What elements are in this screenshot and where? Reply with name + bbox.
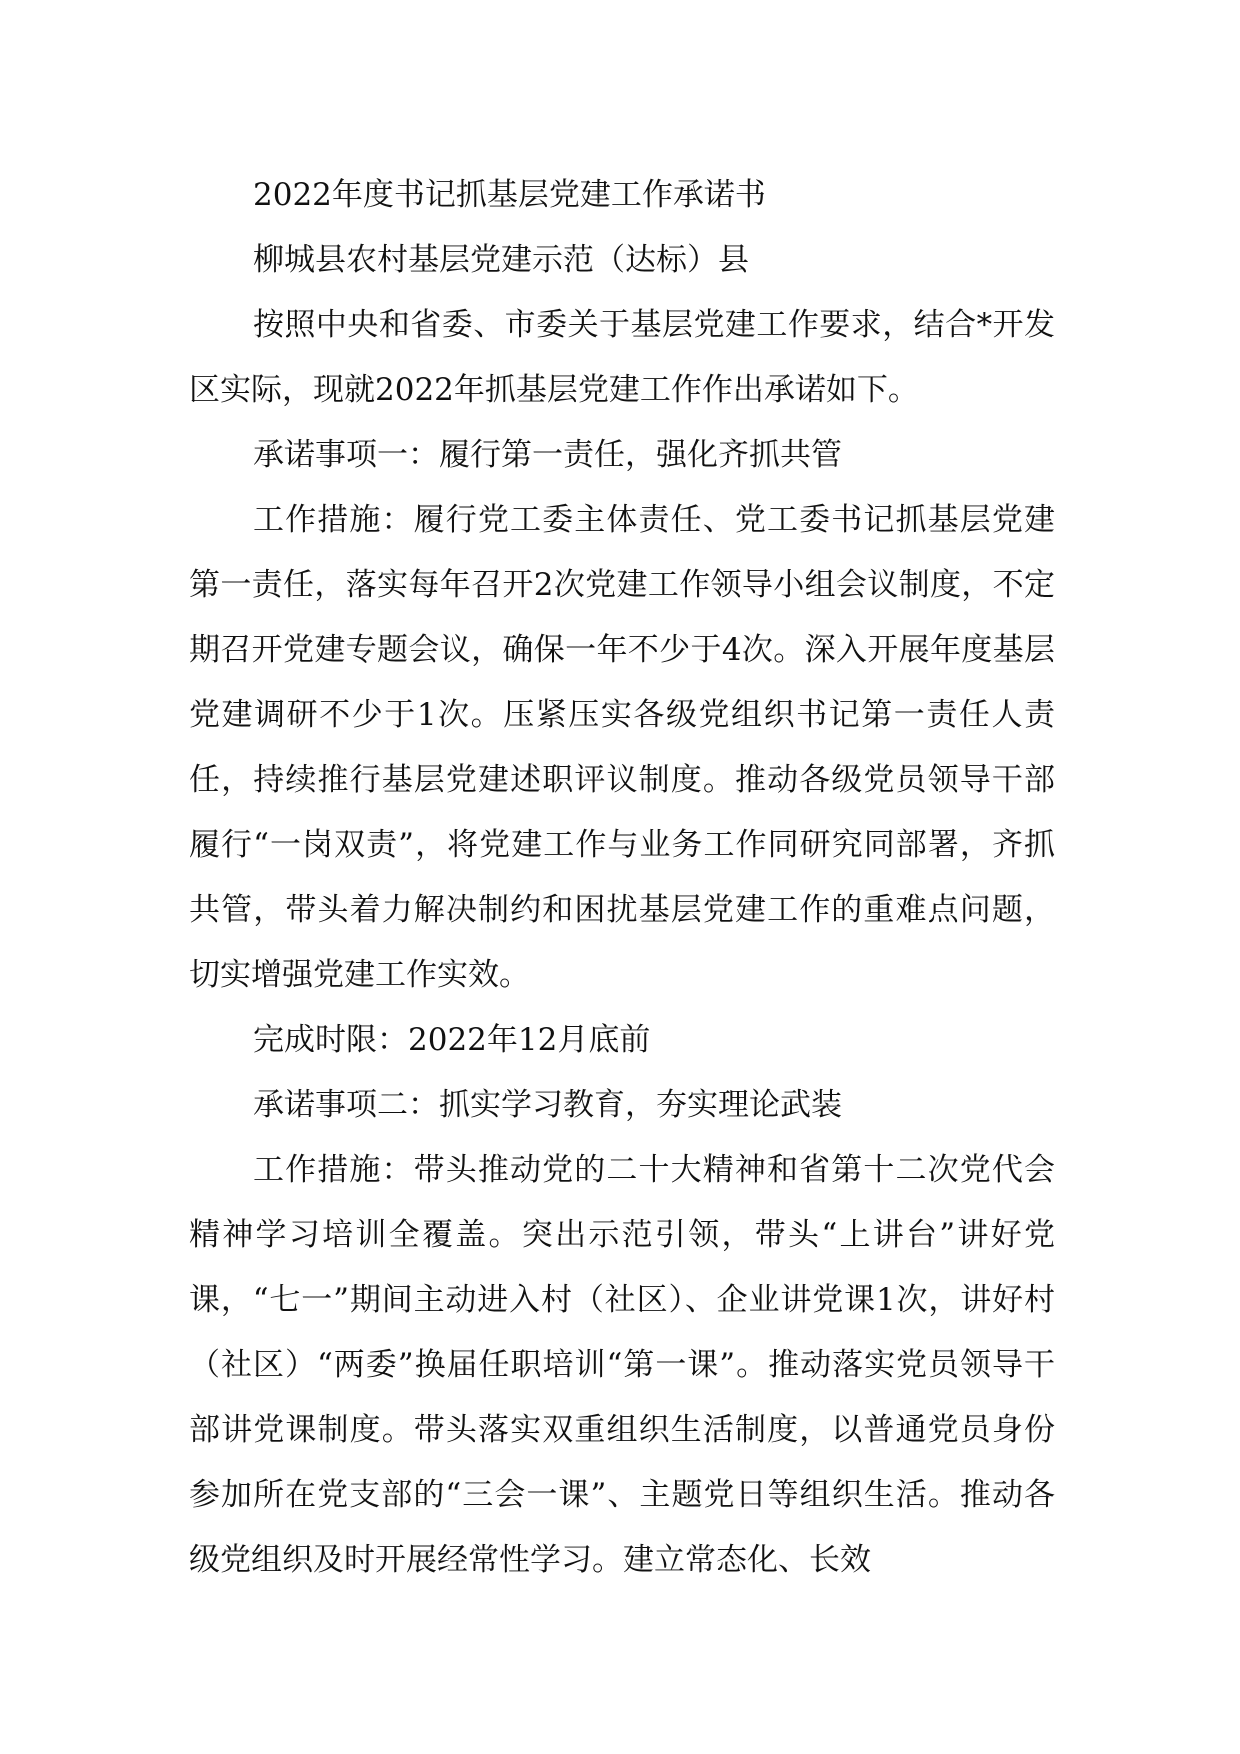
item1-heading: 承诺事项一：履行第一责任，强化齐抓共管 <box>253 437 842 473</box>
intro-paragraph: 按照中央和省委、市委关于基层党建工作要求，结合*开发区实际，现就2022年抓基层党建工作作出承诺如下。 <box>189 307 1055 408</box>
item2-heading: 承诺事项二：抓实学习教育，夯实理论武装 <box>253 1087 842 1123</box>
item1-deadline: 完成时限：2022年12月底前 <box>253 1022 651 1058</box>
document-body <box>189 163 1055 1593</box>
document-title: 2022年度书记抓基层党建工作承诺书 <box>253 177 766 213</box>
item1-measures: 工作措施：履行党工委主体责任、党工委书记抓基层党建第一责任，落实每年召开2次党建工作领导小组会议制度，不定期召开党建专题会议，确保一年不少于4次。深入开展年度基层党建调研不少于1次。压紧压实各级党组织书记第一责任人责任，持续推行基层党建述职评议制度。推动各级党员领导干部履行“一岗双责”，将党建工作与业务工作同研究同部署，齐抓共管，带头着力解决制约和困扰基层党建工作的重难点问题，切实增强党建工作实效。 <box>189 502 1055 993</box>
document-subtitle: 柳城县农村基层党建示范（达标）县 <box>253 242 749 278</box>
item2-measures: 工作措施：带头推动党的二十大精神和省第十二次党代会精神学习培训全覆盖。突出示范引领，带头“上讲台”讲好党课，“七一”期间主动进入村（社区）、企业讲党课1次，讲好村（社区）“两委”换届任职培训“第一课”。推动落实党员领导干部讲党课制度。带头落实双重组织生活制度，以普通党员身份参加所在党支部的“三会一课”、主题党日等组织生活。推动各级党组织及时开展经常性学习。建立常态化、长效 <box>189 1152 1055 1578</box>
